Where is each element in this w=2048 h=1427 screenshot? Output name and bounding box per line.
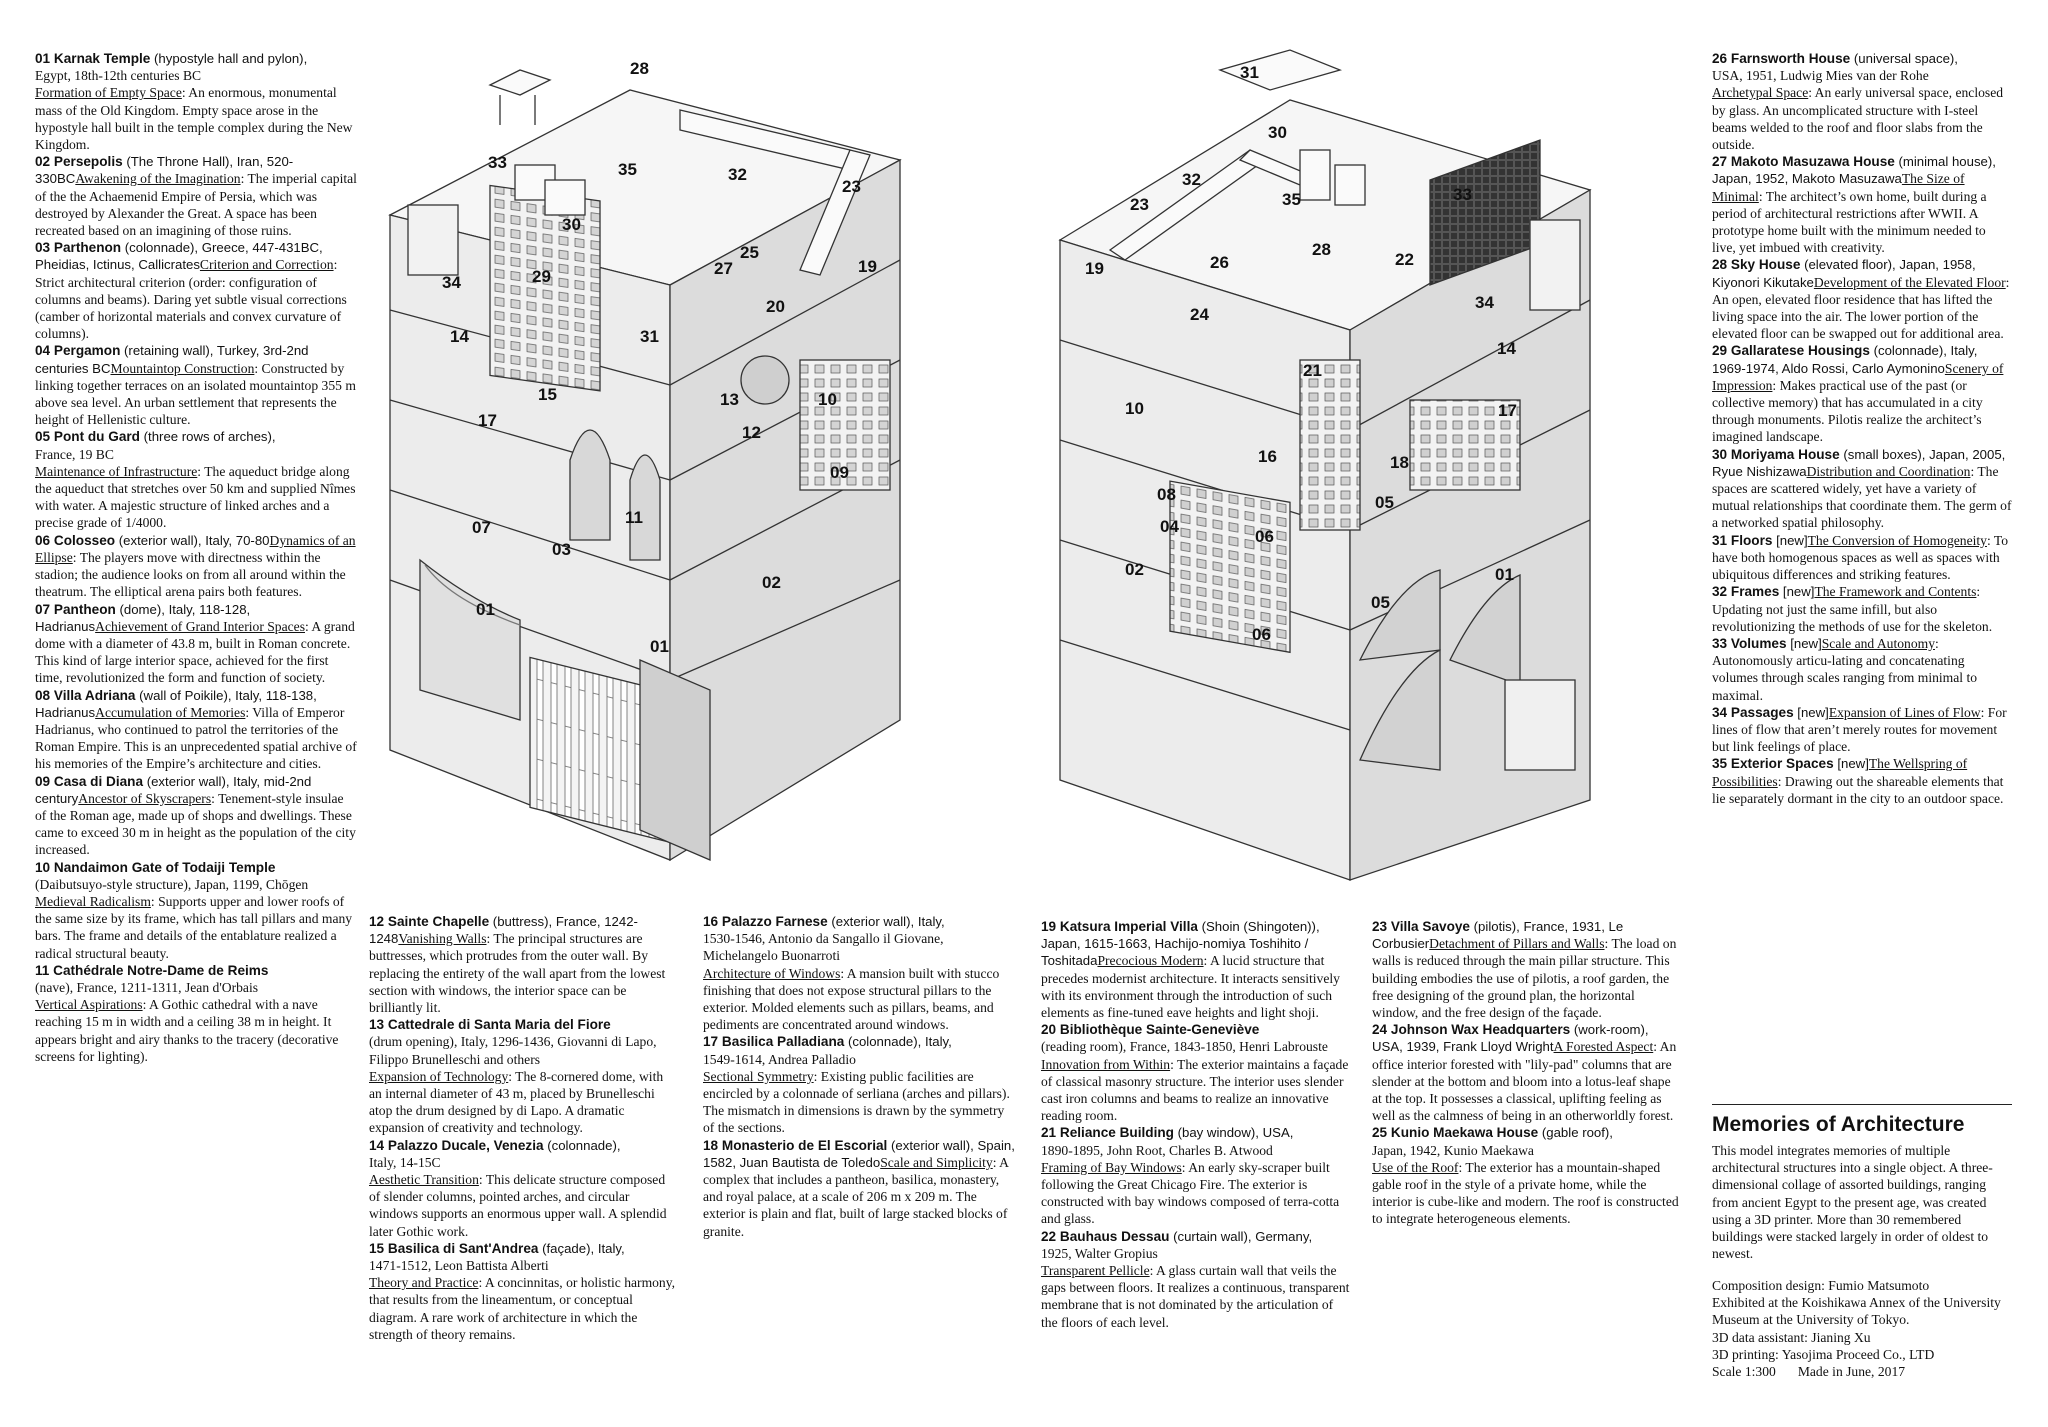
credits (1712, 1277, 2012, 1380)
entry-subtitle: [new] (1779, 584, 1815, 600)
entry-description: : The imperial capital of the the Achaemenid Empire of Persia, which was destroyed by Alexander the Great. A space has been recreated based on an imagining of those ruins. (35, 171, 357, 239)
entry-27 (1712, 153, 2012, 256)
text-column-4 (1041, 918, 1351, 1331)
entry-title: 09 Casa di Diana (35, 773, 144, 789)
right-model-labels (1050, 40, 1680, 900)
entry-title: 22 Bauhaus Dessau (1041, 1228, 1170, 1244)
model-label-24: 24 (1190, 305, 1209, 324)
model-label-10: 10 (1125, 399, 1144, 418)
model-label-05: 05 (1375, 493, 1394, 512)
text-column-2 (369, 913, 677, 1343)
entry-description: : The exterior has a mountain-shaped gable roof in the style of a private home, while the interior is cube-like and modern. The roof is constructed to integrate heterogeneous elements. (1372, 1159, 1679, 1227)
entry-title: 29 Gallaratese Housings (1712, 343, 1870, 359)
entry-label: Expansion of Technology (369, 1068, 509, 1084)
entry-label: Use of the Roof (1372, 1159, 1459, 1175)
model-label-27: 27 (714, 259, 733, 278)
entry-subtitle: (universal space), (1850, 51, 1958, 66)
entry-title: 24 Johnson Wax Headquarters (1372, 1022, 1571, 1038)
entry-title: 28 Sky House (1712, 257, 1801, 273)
entry-title: 16 Palazzo Farnese (703, 914, 828, 929)
entry-subtitle: (retaining wall), Turkey, 3rd-2nd centuries BC (35, 343, 309, 376)
entry-description: : A glass curtain wall that veils the gaps between floors. It realizes a continuous, transparent membrane that is not dominated by the articulation of the floors of each level. (1041, 1263, 1350, 1330)
entry-07 (35, 601, 357, 687)
credit-scale-row (1712, 1363, 2012, 1380)
entry-label: Sectional Symmetry (703, 1068, 814, 1084)
entry-description: : Villa of Emperor Hadrianus, who continued to patrol the territories of the Roman Empire. This is an unprecedented spatial archive of his memories of the Empire’s architecture and cities. (35, 704, 357, 772)
left-model-labels (380, 40, 1010, 900)
entry-subtitle: (gable roof), (1538, 1125, 1613, 1141)
entry-description: : Strict architectural criterion (order: configuration of columns and beams). Daring yet subtle visual corrections (camber of horizontal materials and convex curvature of columns). (35, 257, 347, 342)
entry-title: 05 Pont du Gard (35, 429, 140, 445)
entry-subtitle: [new] (1833, 756, 1869, 772)
model-label-29: 29 (532, 267, 551, 286)
text-column-3 (703, 913, 1016, 1240)
entry-meta: 1925, Walter Gropius (1041, 1245, 1158, 1261)
entry-title: 23 Villa Savoye (1372, 919, 1470, 934)
model-label-17: 17 (478, 411, 497, 430)
entry-subtitle: (exterior wall), Spain, 1582, Juan Bautista de Toledo (703, 1137, 1015, 1170)
entry-meta: 1471-1512, Leon Battista Alberti (369, 1258, 549, 1274)
model-label-21: 21 (1303, 361, 1322, 380)
entry-label: Accumulation of Memories (95, 704, 246, 720)
model-label-03: 03 (552, 540, 571, 559)
model-label-32: 32 (728, 165, 747, 184)
entry-label: Medieval Radicalism (35, 893, 151, 909)
model-label-32: 32 (1182, 170, 1201, 189)
entry-meta: (reading room), France, 1843-1850, Henri Labrouste (1041, 1039, 1328, 1055)
entry-03 (35, 239, 357, 342)
entry-title: 17 Basilica Palladiana (703, 1034, 845, 1050)
entry-subtitle: [new] (1772, 532, 1808, 548)
entry-label: Theory and Practice (369, 1275, 479, 1291)
model-label-15: 15 (538, 385, 557, 404)
model-label-35: 35 (618, 160, 637, 179)
entry-04 (35, 342, 357, 428)
entry-08 (35, 687, 357, 773)
entry-title: 11 Cathédrale Notre-Dame de Reims (35, 962, 269, 978)
entry-label: Architecture of Windows (703, 965, 841, 981)
model-label-09: 09 (830, 463, 849, 482)
entry-meta: Egypt, 18th-12th centuries BC (35, 68, 202, 84)
entry-label: Transparent Pellicle (1041, 1263, 1150, 1279)
credit-scale: Scale 1:300 (1712, 1364, 1776, 1380)
entry-description: : Makes practical use of the past (or collective memory) that has accumulated in a city through monuments. Pilotis realize the architect’s imagined landscape. (1712, 377, 1983, 445)
model-label-20: 20 (766, 297, 785, 316)
entry-subtitle: (colonnade), Italy, (844, 1034, 952, 1050)
entry-description: : The principal structures are buttresses, which protrudes from the outer wall. By replacing the entirety of the wall apart from the lowest section with windows, the interior space can be brilliantly lit. (369, 931, 666, 1016)
entry-subtitle: (minimal house), Japan, 1952, Makoto Masuzawa (1712, 154, 1996, 187)
entry-title: 21 Reliance Building (1041, 1125, 1174, 1141)
model-label-19: 19 (1085, 259, 1104, 278)
entry-meta: (Daibutsuyo-style structure), Japan, 1199, Chōgen (35, 876, 309, 892)
entry-description: : Updating not just the same infill, but also revolutionizing the methods of use for the skeleton. (1712, 584, 1993, 634)
entry-label: Vanishing Walls (398, 931, 487, 947)
entry-02 (35, 153, 357, 239)
entry-subtitle: [new] (1793, 704, 1829, 720)
entry-subtitle: (pilotis), France, 1931, Le Corbusier (1372, 919, 1624, 952)
text-column-6 (1712, 50, 2012, 807)
entry-10 (35, 859, 357, 962)
model-label-14: 14 (1497, 339, 1516, 358)
entry-description: : Supports upper and lower roofs of the same size by its frame, which has tall pillars and many bars. The frame and details of the entablature realized a radical structural beauty. (35, 893, 353, 961)
model-label-34: 34 (1475, 293, 1494, 312)
entry-label: Achievement of Grand Interior Spaces (95, 618, 305, 634)
model-label-13: 13 (720, 390, 739, 409)
model-label-23: 23 (1130, 195, 1149, 214)
model-label-30: 30 (562, 215, 581, 234)
memories-body: This model integrates memories of multiple architectural structures into a single object. A three-dimensional collage of assorted buildings, ranging from ancient Egypt to the present age, was created using a 3D printer. More than 30 remembered buildings were stacked largely in order of oldest to newest. (1712, 1143, 1993, 1262)
entry-label: Distribution and Coordination (1806, 463, 1971, 479)
entry-label: The Size of Minimal (1712, 171, 1965, 204)
entry-description: : Existing public facilities are encircled by a colonnade of serliana (arches and pillars). The mismatch in dimensions is drawn by the symmetry of the sections. (703, 1068, 1010, 1136)
entry-17 (703, 1033, 1016, 1136)
model-label-34: 34 (442, 273, 461, 292)
entry-subtitle: (The Throne Hall), Iran, 520-330BC (35, 154, 294, 187)
model-label-33: 33 (1453, 185, 1472, 204)
model-label-31: 31 (1240, 63, 1259, 82)
entry-description: : The load on walls is reduced through the main pillar structure. This building embodies the use of pilotis, a roof garden, the free designing of the ground plan, the horizontal window, and the free design of the façade. (1372, 936, 1677, 1021)
entry-title: 31 Floors (1712, 532, 1773, 548)
model-label-30: 30 (1268, 123, 1287, 142)
entry-label: Detachment of Pillars and Walls (1429, 936, 1605, 952)
credit-assistant: 3D data assistant: Jianing Xu (1712, 1329, 1871, 1345)
model-label-14: 14 (450, 327, 469, 346)
entry-meta: France, 19 BC (35, 446, 114, 462)
divider-rule (1712, 1104, 2012, 1105)
entry-title: 14 Palazzo Ducale, Venezia (369, 1137, 544, 1153)
entry-subtitle: (colonnade), Italy, 1969-1974, Aldo Rossi, Carlo Aymonino (1712, 343, 1978, 376)
model-label-25: 25 (740, 243, 759, 262)
model-label-16: 16 (1258, 447, 1277, 466)
entry-description: : A complex that includes a pantheon, basilica, monastery, and royal palace, at a scale of 206 m x 209 m. The exterior is plain and flat, built of large stacked blocks of granite. (703, 1154, 1009, 1239)
entry-title: 10 Nandaimon Gate of Todaiji Temple (35, 859, 276, 875)
model-label-01: 01 (1495, 565, 1514, 584)
entry-subtitle: [new] (1786, 635, 1822, 651)
entry-label: Scale and Autonomy (1821, 635, 1935, 651)
entry-23 (1372, 918, 1682, 1021)
entry-30 (1712, 446, 2012, 532)
entry-label: The Wellspring of Possibilities (1712, 756, 1968, 789)
entry-title: 03 Parthenon (35, 240, 122, 256)
entry-18 (703, 1137, 1016, 1240)
entry-13 (369, 1016, 677, 1136)
model-label-07: 07 (472, 518, 491, 537)
entry-title: 06 Colosseo (35, 532, 116, 548)
entry-title: 01 Karnak Temple (35, 51, 151, 66)
model-label-04: 04 (1160, 517, 1179, 536)
model-label-11: 11 (625, 508, 643, 527)
model-label-33: 33 (488, 153, 507, 172)
entry-20 (1041, 1021, 1351, 1124)
entry-09 (35, 773, 357, 859)
entry-description: : The spaces are scattered widely, yet have a variety of mutual relationships that coordinate them. The germ of a networked spatial philosophy. (1712, 463, 2012, 531)
entry-06 (35, 532, 357, 601)
entry-28 (1712, 256, 2012, 342)
entry-subtitle: (work-room), USA, 1939, Frank Lloyd Wright (1372, 1022, 1649, 1055)
entry-title: 32 Frames (1712, 584, 1780, 600)
entry-description: : Drawing out the shareable elements that lie separately dormant in the city to an outdoor space. (1712, 773, 2004, 806)
model-label-06: 06 (1255, 527, 1274, 546)
entry-subtitle: (bay window), USA, (1173, 1125, 1294, 1141)
entry-22 (1041, 1228, 1351, 1331)
entry-description: : The players move with directness within the stadion; the audience looks on from all around within the theatrum. The elliptical arena pairs both features. (35, 549, 346, 600)
memories-title: Memories of Architecture (1712, 1113, 1965, 1136)
entry-31 (1712, 532, 2012, 584)
entry-meta: 1549-1614, Andrea Palladio (703, 1051, 856, 1067)
entry-description: : The architect’s own home, built during a period of architectural restrictions after WWII. A prototype home built with the minimum needed to live, yet imbued with creativity. (1712, 188, 1987, 256)
entry-description: : A lucid structure that precedes modernist architecture. It interacts sensitively with its environment through the introduction of such elements as fine-tuned eave heights and light shoji. (1041, 953, 1340, 1021)
entry-subtitle: (buttress), France, 1242-1248 (369, 914, 638, 947)
entry-label: Precocious Modern (1097, 953, 1204, 969)
entry-label: Scale and Simplicity (880, 1154, 993, 1170)
entry-title: 34 Passages (1712, 704, 1794, 720)
entry-title: 08 Villa Adriana (35, 687, 136, 703)
entry-subtitle: (exterior wall), Italy, mid-2nd century (35, 773, 312, 806)
entry-description: : An early sky-scraper built following the Great Chicago Fire. The exterior is constructed with bay windows composed of terra-cotta and glass. (1041, 1159, 1340, 1227)
entry-05 (35, 428, 357, 531)
entry-26 (1712, 50, 2012, 153)
entry-description: : A concinnitas, or holistic harmony, that results from the lineamentum, or conceptual diagram. A rare work of architecture in which the strength of theory remains. (369, 1275, 676, 1342)
entry-subtitle: (colonnade), (543, 1137, 621, 1153)
entry-subtitle: (exterior wall), Italy, 70-80 (115, 532, 270, 548)
model-label-02: 02 (762, 573, 781, 592)
entry-title: 13 Cattedrale di Santa Maria del Fiore (369, 1017, 611, 1033)
entry-label: Innovation from Within (1041, 1056, 1171, 1072)
entry-label: Scenery of Impression (1712, 360, 2004, 393)
entry-title: 30 Moriyama House (1712, 446, 1840, 462)
entry-12 (369, 913, 677, 1016)
credit-made: Made in June, 2017 (1797, 1364, 1906, 1380)
entry-description: : An early universal space, enclosed by glass. An uncomplicated structure with I-steel beams welded to the roof and floor slabs from the outside. (1712, 85, 2004, 153)
model-label-35: 35 (1282, 190, 1301, 209)
entry-description: : The exterior maintains a façade of classical masonry structure. The interior uses slender cast iron columns and beams to realize an innovative reading room. (1041, 1056, 1349, 1124)
model-label-02: 02 (1125, 560, 1144, 579)
entry-subtitle: (exterior wall), Italy, (827, 914, 945, 929)
entry-subtitle: (hypostyle hall and pylon), (150, 51, 308, 66)
model-label-26: 26 (1210, 253, 1229, 272)
entry-label: The Conversion of Homogeneity (1807, 532, 1987, 548)
entry-subtitle: (Shoin (Shingoten)), Japan, 1615-1663, Hachijo-nomiya Toshihito / Toshitada (1041, 919, 1320, 969)
model-label-28: 28 (1312, 240, 1331, 259)
entry-subtitle: (wall of Poikile), Italy, 118-138, Hadrianus (35, 687, 317, 720)
entry-description: : The aqueduct bridge along the aqueduct that stretches over 50 km and supplied Nîmes with water. A majestic structure of linked arches and a precise grade of 1/4000. (35, 463, 356, 531)
entry-label: Vertical Aspirations (35, 997, 143, 1013)
entry-description: : Autonomously articu-lating and concatenating volumes through scales ranging from minimal to maximal. (1712, 635, 1978, 703)
entry-33 (1712, 635, 2012, 704)
entry-title: 18 Monasterio de El Escorial (703, 1137, 888, 1153)
entry-title: 33 Volumes (1712, 635, 1787, 651)
model-label-08: 08 (1157, 485, 1176, 504)
entry-meta: (nave), France, 1211-1311, Jean d'Orbais (35, 979, 259, 995)
entry-label: Maintenance of Infrastructure (35, 463, 198, 479)
entry-16 (703, 913, 1016, 1033)
entry-meta: Japan, 1942, Kunio Maekawa (1372, 1142, 1534, 1158)
entry-title: 07 Pantheon (35, 601, 116, 617)
model-label-23: 23 (842, 177, 861, 196)
entry-21 (1041, 1124, 1351, 1227)
entry-34 (1712, 704, 2012, 756)
entry-description: : The 8-cornered dome, with an internal diameter of 43 m, placed by Brunelleschi atop the drum designed by di Lapo. A dramatic expansion of creativity and technology. (369, 1068, 664, 1136)
entry-label: Ancestor of Skyscrapers (78, 790, 212, 806)
entry-meta: 1530-1546, Antonio da Sangallo il Giovane, Michelangelo Buonarroti (703, 931, 944, 964)
entry-meta: USA, 1951, Ludwig Mies van der Rohe (1712, 68, 1929, 84)
entry-title: 20 Bibliothèque Sainte-Geneviève (1041, 1022, 1260, 1038)
entry-subtitle: (curtain wall), Germany, (1169, 1228, 1313, 1244)
entry-label: Development of the Elevated Floor (1813, 274, 2006, 290)
model-label-01: 01 (476, 600, 495, 619)
entry-11 (35, 962, 357, 1065)
entry-subtitle: (façade), Italy, (538, 1240, 625, 1256)
entry-title: 27 Makoto Masuzawa House (1712, 154, 1895, 170)
model-label-28: 28 (630, 59, 649, 78)
entry-description: : Tenement-style insulae of the Roman age, made up of shops and dwellings. These came to exceed 30 m in height as the population of the city increased. (35, 790, 356, 858)
entry-meta: 1890-1895, John Root, Charles B. Atwood (1041, 1142, 1273, 1158)
entry-24 (1372, 1021, 1682, 1124)
model-label-05: 05 (1371, 593, 1390, 612)
entry-label: A Forested Aspect (1553, 1039, 1654, 1055)
entry-title: 04 Pergamon (35, 343, 121, 359)
entry-14 (369, 1137, 677, 1240)
entry-title: 02 Persepolis (35, 154, 123, 170)
model-label-12: 12 (742, 423, 761, 442)
entry-label: The Framework and Contents (1814, 584, 1977, 600)
text-column-1 (35, 50, 357, 1065)
model-label-10: 10 (818, 390, 837, 409)
entry-title: 26 Farnsworth House (1712, 51, 1851, 66)
entry-description: : A grand dome with a diameter of 43.8 m, built in Roman concrete. This kind of large interior space, achieved for the first time, revolutionized the form and function of society. (35, 618, 355, 686)
model-label-22: 22 (1395, 250, 1414, 269)
model-label-06: 06 (1252, 625, 1271, 644)
entry-label: Aesthetic Transition (369, 1172, 479, 1188)
entry-subtitle: (elevated floor), Japan, 1958, Kiyonori Kikutake (1712, 257, 1976, 290)
entry-01 (35, 50, 357, 153)
credit-composition: Composition design: Fumio Matsumoto (1712, 1278, 1930, 1293)
entry-title: 19 Katsura Imperial Villa (1041, 919, 1198, 934)
entry-label: Formation of Empty Space (35, 85, 182, 101)
entry-description: : An office interior forested with "lily-pad" columns that are slender at the bottom and bloom into a lotus-leaf shape at the top. It possesses a classical, uplifting feeling as well as the calmness of being in an otherworldly forest. (1372, 1039, 1677, 1124)
entry-description: : An enormous, monumental mass of the Old Kingdom. Empty space arose in the hypostyle hall built in the temple complex during the New Kingdom. (35, 85, 353, 153)
entry-35 (1712, 755, 2012, 807)
entry-title: 25 Kunio Maekawa House (1372, 1125, 1539, 1141)
model-label-18: 18 (1390, 453, 1409, 472)
entry-title: 35 Exterior Spaces (1712, 756, 1834, 772)
entry-19 (1041, 918, 1351, 1021)
entry-label: Dynamics of an Ellipse (35, 532, 356, 565)
entry-label: Framing of Bay Windows (1041, 1159, 1182, 1175)
entry-label: Mountaintop Construction (110, 360, 255, 376)
entry-subtitle: (small boxes), Japan, 2005, Ryue Nishizawa (1712, 446, 2006, 479)
entry-meta: Italy, 14-15C (369, 1154, 441, 1170)
entry-description: : Constructed by linking together terraces on an isolated mountaintop 355 m above sea level. An urban settlement that represents the height of Hellenistic culture. (35, 360, 356, 428)
model-label-31: 31 (640, 327, 659, 346)
entry-description: : This delicate structure composed of slender columns, pointed arches, and circular windows supports an enormous upper wall. A splendid later Gothic work. (369, 1172, 667, 1239)
credit-exhibition: Exhibited at the Koishikawa Annex of the University Museum at the University of Tokyo. (1712, 1295, 2001, 1328)
entry-32 (1712, 583, 2012, 635)
model-label-19: 19 (858, 257, 877, 276)
entry-15 (369, 1240, 677, 1343)
entry-description: : A Gothic cathedral with a nave reaching 15 m in width and a ceiling 38 m in height. It appears bright and airy thanks to the tracery (decorative screens for lighting). (35, 997, 339, 1064)
entry-meta: (drum opening), Italy, 1296-1436, Giovanni di Lapo, Filippo Brunelleschi and others (369, 1034, 657, 1067)
entry-label: Archetypal Space (1712, 85, 1809, 101)
entry-title: 12 Sainte Chapelle (369, 914, 490, 929)
credit-printing: 3D printing: Yasojima Proceed Co., LTD (1712, 1346, 1935, 1362)
entry-25 (1372, 1124, 1682, 1227)
entry-description: : An open, elevated floor residence that has lifted the living space into the air. The lower portion of the elevated floor can be swapped out for additional area. (1712, 274, 2010, 342)
entry-subtitle: (dome), Italy, 118-128, Hadrianus (35, 601, 251, 634)
entry-description: : A mansion built with stucco finishing that does not expose structural pillars to the exterior. Molded elements such as pillars, beams, and pediments are concentrated around windows. (703, 965, 1000, 1033)
entry-subtitle: (colonnade), Greece, 447-431BC, Pheidias, Ictinus, Callicrates (35, 240, 323, 273)
entry-29 (1712, 342, 2012, 445)
entry-label: Expansion of Lines of Flow (1828, 704, 1981, 720)
text-column-5 (1372, 918, 1682, 1228)
model-label-01: 01 (650, 637, 669, 656)
model-label-17: 17 (1498, 401, 1517, 420)
entry-label: Criterion and Correction (199, 257, 334, 273)
entry-title: 15 Basilica di Sant'Andrea (369, 1240, 539, 1256)
entry-description: : For lines of flow that aren’t merely routes for movement but link feelings of place. (1712, 704, 2007, 755)
entry-subtitle: (three rows of arches), (140, 429, 276, 445)
entry-label: Awakening of the Imagination (75, 171, 241, 187)
entry-description: : To have both homogenous spaces as well as spaces with ubiquitous differences and striking features. (1712, 532, 2009, 583)
